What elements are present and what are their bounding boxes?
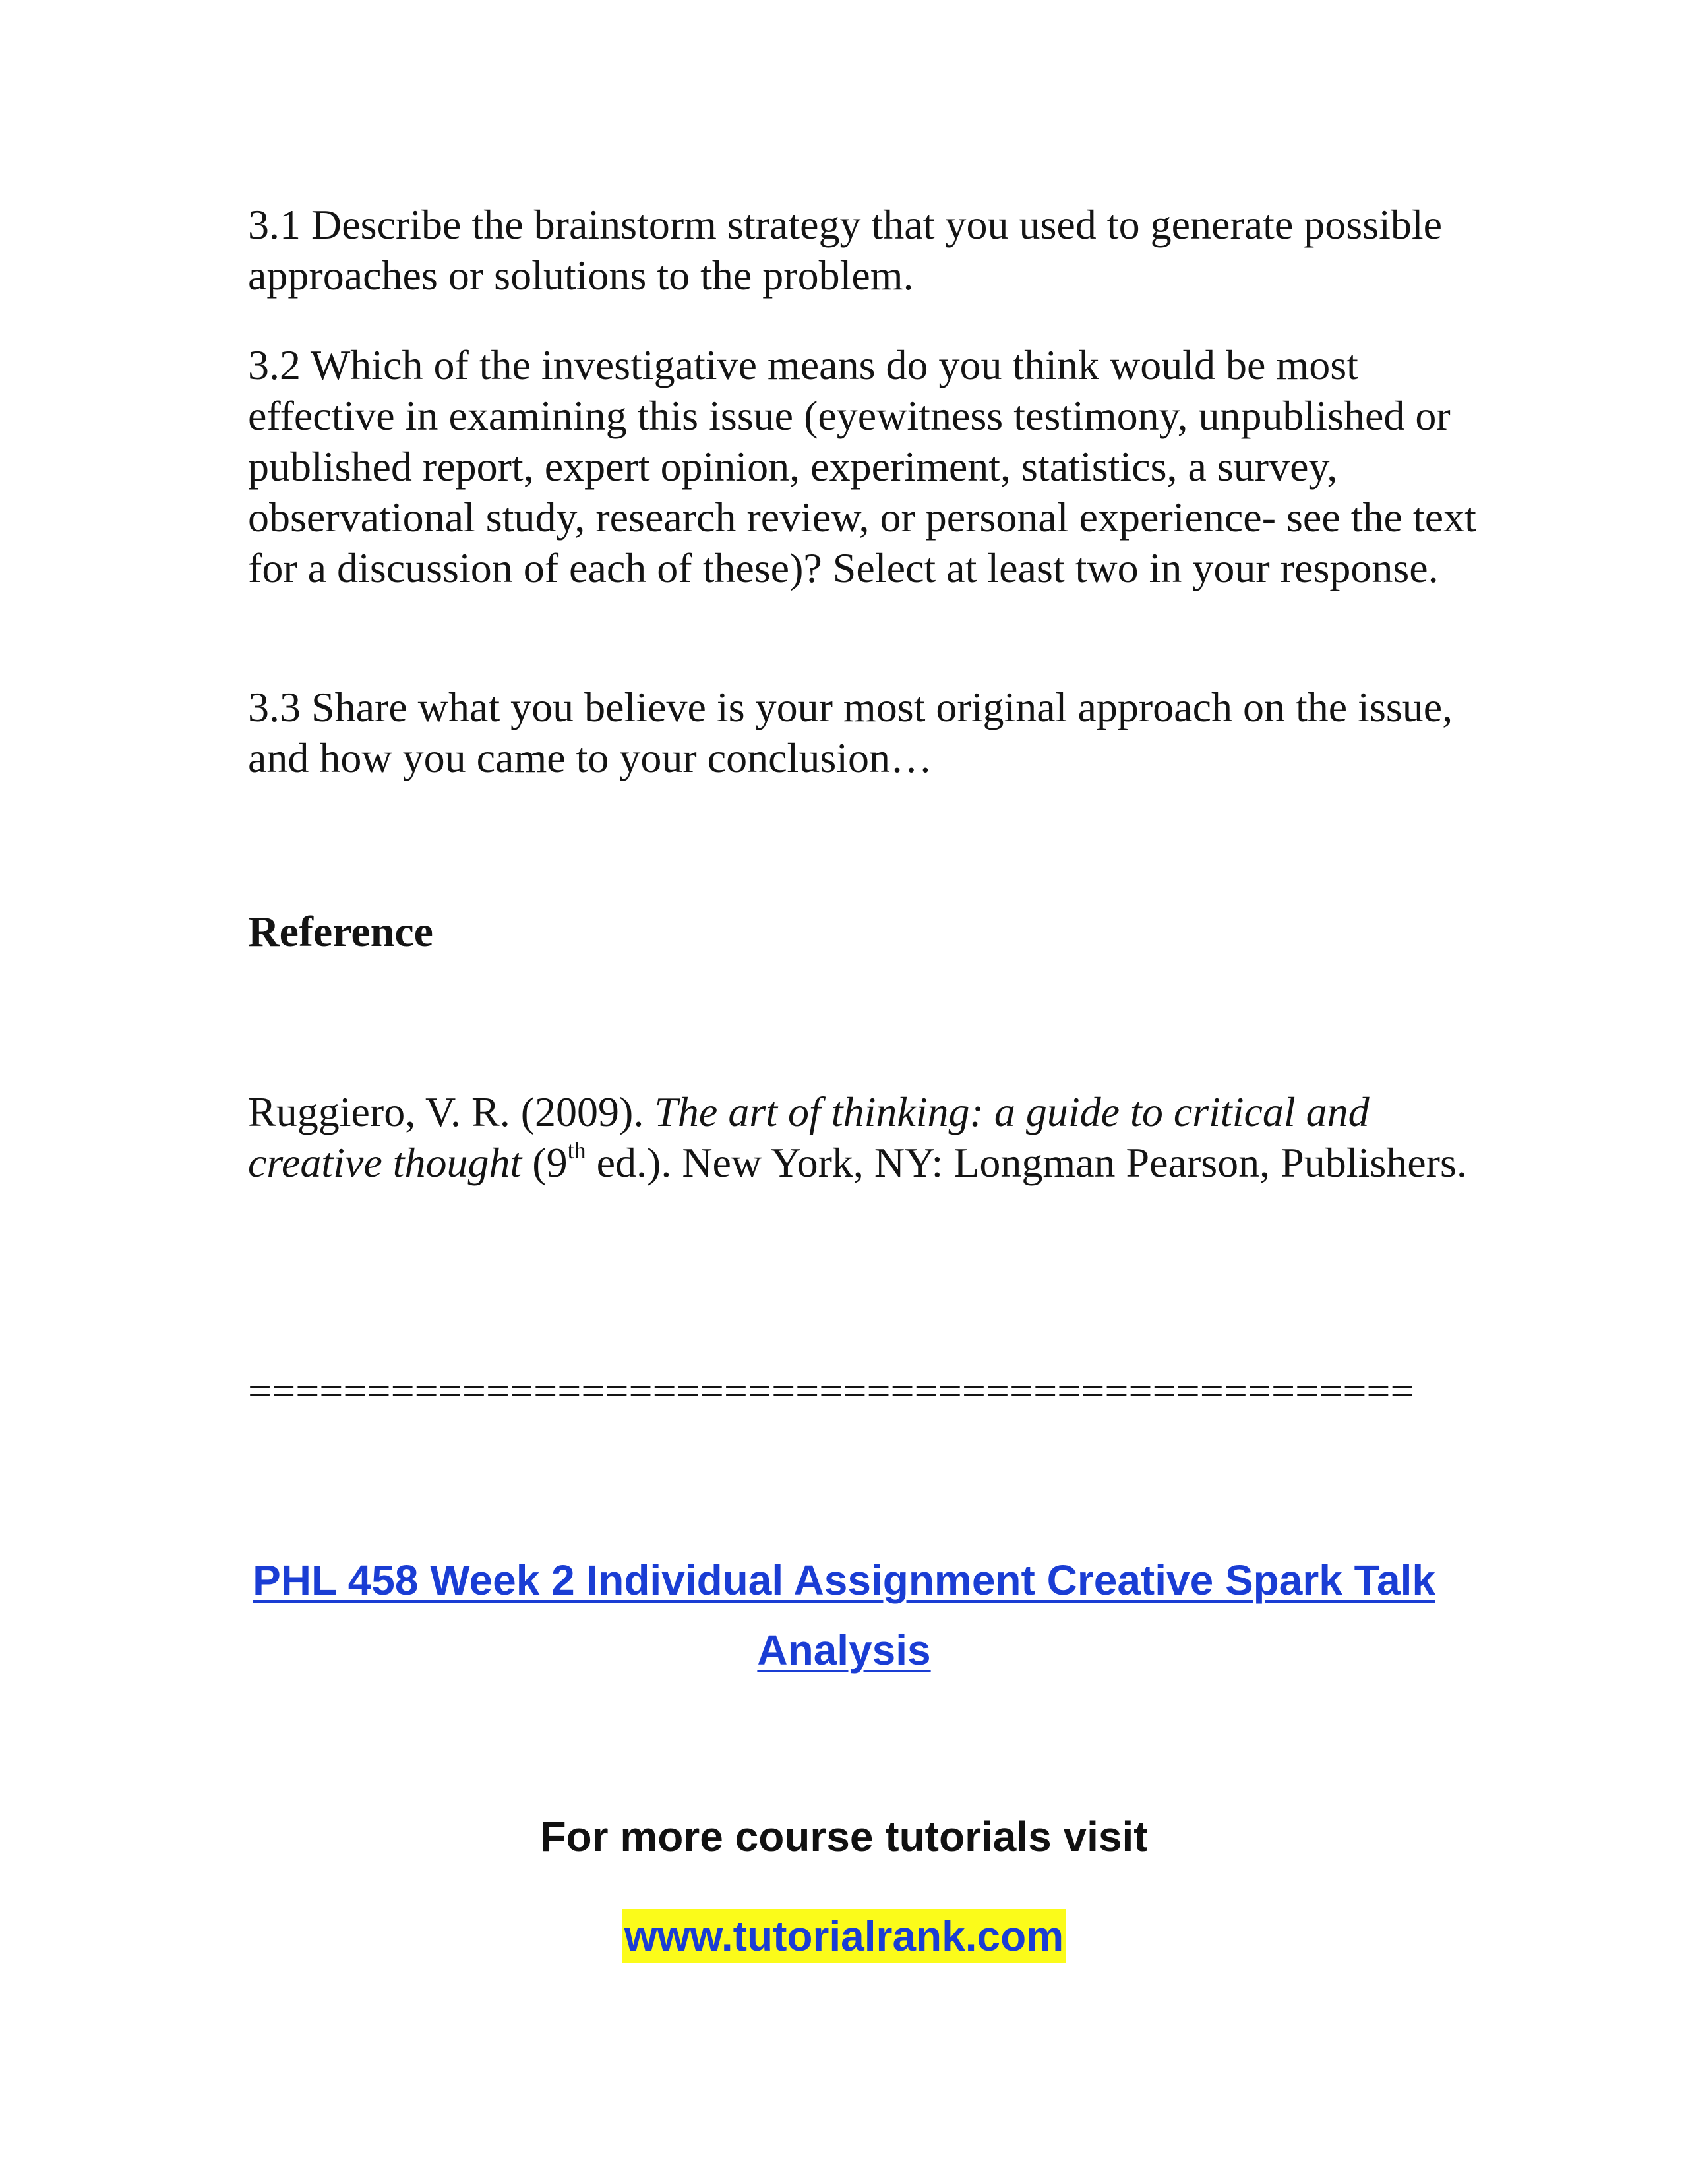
question-3-1: 3.1 Describe the brainstorm strategy that you used to generate possible approaches or solutions to the problem. <box>248 201 1443 299</box>
course-title-link[interactable]: PHL 458 Week 2 Individual Assignment Creative Spark Talk Analysis <box>253 1556 1435 1674</box>
reference-publisher: ed.). New York, NY: Longman Pearson, Publishers. <box>586 1139 1467 1186</box>
reference-title: The art of thinking: a guide to critical and creative thought <box>248 1088 1370 1186</box>
tutorials-tagline: For more course tutorials visit <box>540 1813 1148 1860</box>
reference-edition-sup: th <box>567 1136 586 1164</box>
website-link[interactable]: www.tutorialrank.com <box>622 1909 1066 1963</box>
question-3-2: 3.2 Which of the investigative means do you think would be most effective in examining this issue (eyewitness testimony, unpublished or published report, expert opinion, experiment, statistics, a survey, observational study, research review, or personal experience- see the text for a discussion of each of these)? Select at least two in your response. <box>248 341 1476 591</box>
reference-heading: Reference <box>248 908 433 956</box>
reference-edition-open: (9 <box>522 1139 568 1186</box>
reference-citation <box>248 1086 1501 1188</box>
website-line <box>198 1909 1490 1963</box>
question-3-3: 3.3 Share what you believe is your most original approach on the issue, and how you came to your conclusion… <box>248 684 1453 781</box>
section-divider: ================================================= <box>248 1367 1414 1414</box>
reference-author: Ruggiero, V. R. (2009). <box>248 1088 655 1135</box>
